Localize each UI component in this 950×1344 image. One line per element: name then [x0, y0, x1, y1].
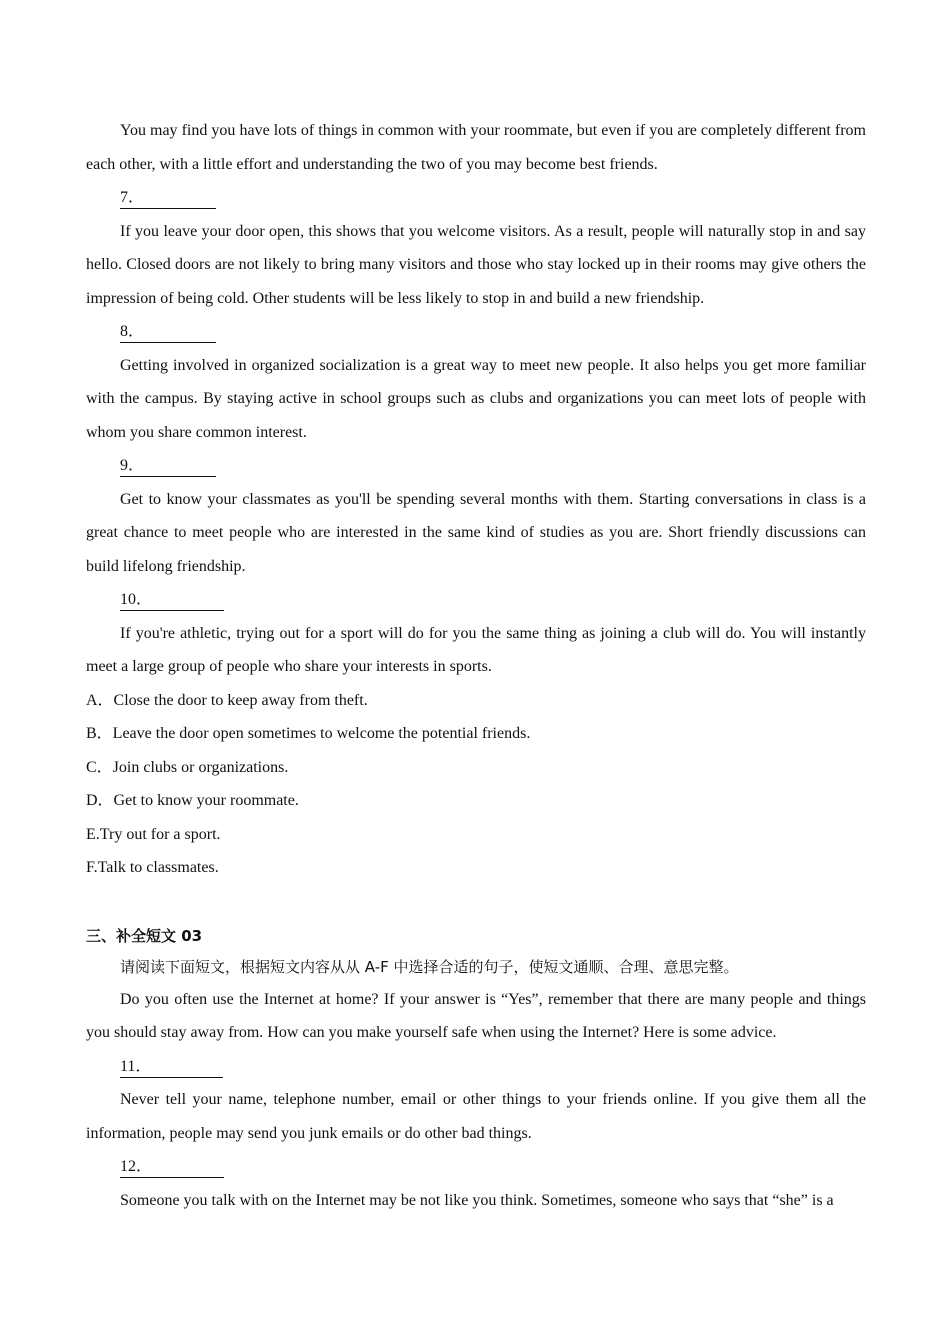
question-7 [86, 181, 866, 215]
paragraph-11: Never tell your name, telephone number, email or other things to your friends online. If you give them all the information, people may send you junk emails or do other bad things. [86, 1091, 866, 1142]
question-9 [86, 449, 866, 483]
option-d: D．Get to know your roommate. [86, 792, 299, 809]
option-c: C．Join clubs or organizations. [86, 758, 289, 776]
question-8 [86, 315, 866, 349]
question-number: 10． [120, 591, 153, 608]
question-number: 11． [120, 1057, 152, 1075]
paragraph-8: Getting involved in organized socialization is a great way to meet new people. It also helps you get more familiar with the campus. By staying active in school groups such as clubs and organizations you can meet lots of people with whom you share common interest. [86, 356, 866, 441]
option-f: F.Talk to classmates. [86, 859, 219, 876]
answer-blank-7[interactable] [120, 188, 216, 209]
section-instruction: 请阅读下面短文，根据短文内容从从 A-F 中选择合适的句子，使短文通顺、合理、意思完整。 [120, 957, 739, 976]
question-number: 9． [120, 457, 145, 474]
paragraph-10: If you're athletic, trying out for a sport will do for you the same thing as joining a club will do. You will instantly meet a large group of people who share your interests in sports. [86, 624, 866, 675]
answer-blank-8[interactable] [120, 322, 216, 343]
answer-blank-11[interactable] [120, 1057, 223, 1078]
paragraph-7: If you leave your door open, this shows that you welcome visitors. As a result, people will naturally stop in and say hello. Closed doors are not likely to bring many visitors and those who stay locked up in their rooms may give others the impression of being cold. Other students will be less likely to stop in and build a new friendship. [86, 222, 866, 307]
option-a: A．Close the door to keep away from theft. [86, 691, 368, 709]
document-page [86, 114, 866, 1217]
question-number: 12． [120, 1158, 153, 1175]
section-title: 三、补全短文 03 [86, 926, 203, 945]
paragraph-intro: You may find you have lots of things in common with your roommate, but even if you are completely different from each other, with a little effort and understanding the two of you may become best friends. [86, 122, 866, 173]
answer-blank-9[interactable] [120, 456, 216, 477]
question-10 [86, 583, 866, 617]
paragraph-9: Get to know your classmates as you'll be spending several months with them. Starting conversations in class is a great chance to meet people who are interested in the same kind of studies as you are. Short friendly discussions can build lifelong friendship. [86, 490, 866, 575]
paragraph-12: Someone you talk with on the Internet may be not like you think. Sometimes, someone who says that “she” is a [120, 1191, 834, 1209]
question-number: 8． [120, 323, 145, 340]
option-e: E.Try out for a sport. [86, 825, 221, 843]
question-11 [86, 1050, 866, 1084]
question-number: 7． [120, 189, 145, 206]
answer-blank-10[interactable] [120, 590, 224, 611]
answer-blank-12[interactable] [120, 1157, 224, 1178]
question-12 [86, 1150, 866, 1184]
paragraph-intro-2: Do you often use the Internet at home? If your answer is “Yes”, remember that there are many people and things you should stay away from. How can you make yourself safe when using the Internet? Here is some advice. [86, 990, 866, 1041]
option-b: B．Leave the door open sometimes to welcome the potential friends. [86, 725, 531, 742]
